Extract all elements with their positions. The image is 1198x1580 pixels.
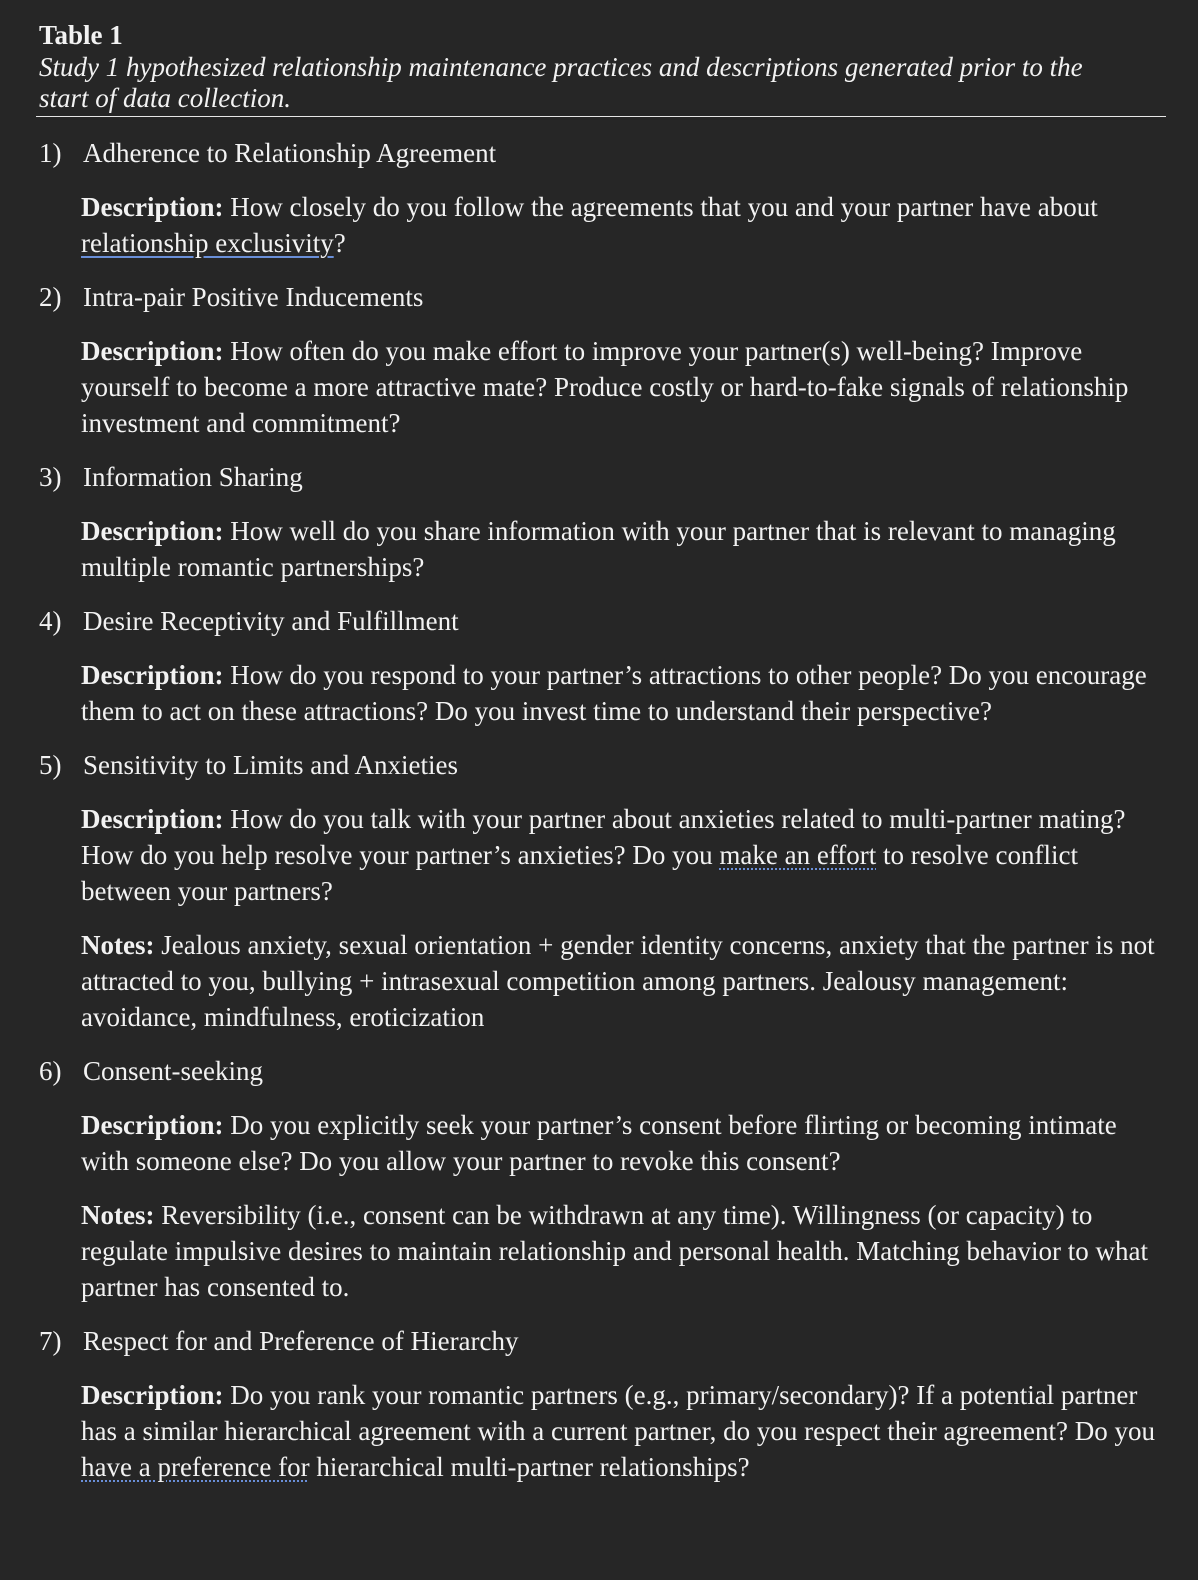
table-label: Table 1 (39, 20, 123, 50)
description-text: Do you explicitly seek your partner’s consent before flirting or becoming intimate with someone else? Do you allow your partner to revoke this consent? (81, 1110, 1117, 1176)
practice-description (81, 1107, 1166, 1179)
description-label: Description: (81, 1380, 224, 1410)
practice-number: 5) (39, 750, 62, 780)
practice-title (36, 747, 1166, 783)
description-text-end: to resolve conflict between your partners? (81, 840, 1078, 906)
practice-item-6 (36, 1053, 1166, 1305)
practice-list (36, 135, 1166, 1485)
practice-title-text: Adherence to Relationship Agreement (83, 138, 497, 168)
practice-number: 2) (39, 282, 62, 312)
description-label: Description: (81, 516, 224, 546)
description-text: How well do you share information with your partner that is relevant to managing multiple romantic partnerships? (81, 516, 1116, 582)
description-label: Description: (81, 192, 224, 222)
practice-description (81, 801, 1166, 909)
practice-title (36, 1053, 1166, 1089)
practice-item-5 (36, 747, 1166, 1035)
practice-title-text: Intra-pair Positive Inducements (83, 282, 424, 312)
description-label: Description: (81, 804, 224, 834)
description-text: How do you respond to your partner’s attractions to other people? Do you encourage them to act on these attractions? Do you invest time to understand their perspective? (81, 660, 1147, 726)
practice-title-text: Respect for and Preference of Hierarchy (83, 1326, 519, 1356)
caption-line-1: Study 1 hypothesized relationship maintenance practices and descriptions generated prior to the (39, 52, 1083, 82)
description-label: Description: (81, 336, 224, 366)
practice-title-text: Information Sharing (83, 462, 303, 492)
practice-number: 7) (39, 1326, 62, 1356)
table-caption (39, 52, 1166, 116)
notes-label: Notes: (81, 1200, 155, 1230)
underlined-phrase: make an effort (719, 840, 877, 870)
practice-description (81, 513, 1166, 585)
caption-line-2: start of data collection. (39, 83, 291, 113)
practice-title (36, 1323, 1166, 1359)
description-label: Description: (81, 660, 224, 690)
description-text: How often do you make effort to improve your partner(s) well-being? Improve yourself to become a more attractive mate? Produce costly or hard-to-fake signals of relationship investment and commitment? (81, 336, 1129, 438)
practice-number: 1) (39, 138, 62, 168)
practice-item-2 (36, 279, 1166, 441)
practice-description (81, 657, 1166, 729)
practice-item-4 (36, 603, 1166, 729)
description-text-end: hierarchical multi-partner relationships? (309, 1452, 750, 1482)
practice-description (81, 1377, 1166, 1485)
description-text: Do you rank your romantic partners (e.g., primary/secondary)? If a potential partner has a similar hierarchical agreement with a current partner, do you respect their agreement? Do you (81, 1380, 1155, 1446)
practice-title (36, 135, 1166, 171)
practice-number: 6) (39, 1056, 62, 1086)
notes-label: Notes: (81, 930, 155, 960)
underlined-phrase: relationship exclusivity (81, 228, 334, 258)
practice-item-3 (36, 459, 1166, 585)
description-text: How do you talk with your partner about anxieties related to multi-partner mating? How do you help resolve your partner’s anxieties? Do you (81, 804, 1126, 870)
practice-title (36, 279, 1166, 315)
notes-text: Reversibility (i.e., consent can be withdrawn at any time). Willingness (or capacity) to regulate impulsive desires to maintain relationship and personal health. Matching behavior to what partner has consented to. (81, 1200, 1148, 1302)
practice-description (81, 333, 1166, 441)
practice-title-text: Desire Receptivity and Fulfillment (83, 606, 459, 636)
practice-description (81, 189, 1166, 261)
table-top-rule (36, 116, 1166, 117)
practice-title (36, 459, 1166, 495)
description-label: Description: (81, 1110, 224, 1140)
underlined-phrase: have a preference for (81, 1452, 310, 1482)
practice-number: 3) (39, 462, 62, 492)
description-text-end: ? (333, 228, 346, 258)
practice-item-7 (36, 1323, 1166, 1485)
practice-item-1 (36, 135, 1166, 261)
practice-number: 4) (39, 606, 62, 636)
notes-text: Jealous anxiety, sexual orientation + gender identity concerns, anxiety that the partner is not attracted to you, bullying + intrasexual competition among partners. Jealousy management: avoidance, mindfulness, eroticization (81, 930, 1155, 1032)
practice-title (36, 603, 1166, 639)
practice-notes (81, 927, 1166, 1035)
practice-title-text: Consent-seeking (83, 1056, 263, 1086)
practice-notes (81, 1197, 1166, 1305)
description-text: How closely do you follow the agreements that you and your partner have about (223, 192, 1098, 222)
practice-title-text: Sensitivity to Limits and Anxieties (83, 750, 458, 780)
